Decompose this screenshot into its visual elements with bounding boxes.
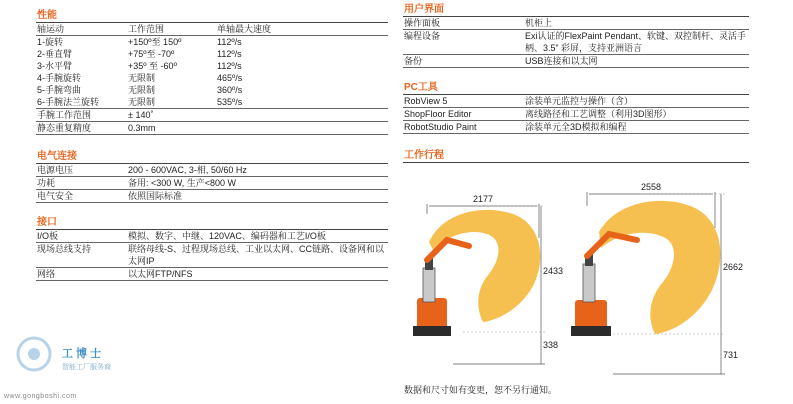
table-header-row bbox=[36, 23, 388, 36]
spec-label: 备份 bbox=[403, 55, 524, 68]
interfaces-section bbox=[36, 217, 388, 281]
table-row bbox=[36, 164, 388, 177]
performance-table bbox=[36, 23, 388, 135]
table-row bbox=[403, 108, 749, 121]
table-row bbox=[36, 243, 388, 268]
footnote: 数据和尺寸如有变更，恕不另行通知。 bbox=[404, 385, 558, 395]
col-header-range: 工作范围 bbox=[127, 23, 216, 36]
axis-label: 4-手腕旋转 bbox=[37, 73, 82, 83]
axis-range: 无限制 bbox=[128, 85, 156, 95]
robot-a bbox=[413, 240, 469, 336]
pc-tools-section bbox=[403, 82, 749, 134]
interfaces-title: 接口 bbox=[37, 217, 57, 228]
spec-value: 离线路径和工艺调整（利用3D图形） bbox=[524, 108, 749, 121]
table-row bbox=[36, 48, 388, 60]
spec-value: 涂装单元监控与操作（含） bbox=[524, 95, 749, 108]
spec-label: RobView 5 bbox=[403, 95, 524, 108]
spec-label: 功耗 bbox=[36, 177, 127, 190]
spec-value: 模拟、数字、中继、120VAC、编码器和工艺I/O板 bbox=[127, 230, 388, 243]
pc-tools-table bbox=[403, 95, 749, 134]
wrist-range-label: 手腕工作范围 bbox=[36, 109, 127, 122]
robot-b-reach-label: 2558 bbox=[640, 182, 662, 192]
spec-label: RobotStudio Paint bbox=[403, 121, 524, 134]
spec-label: 电源电压 bbox=[36, 164, 127, 177]
electrical-title: 电气连接 bbox=[37, 151, 77, 162]
table-row bbox=[36, 72, 388, 84]
axis-speed: 535º/s bbox=[216, 96, 388, 109]
axis-speed: 465º/s bbox=[217, 73, 243, 83]
user-interface-title: 用户界面 bbox=[404, 4, 444, 15]
axis-label: 5-手腕弯曲 bbox=[37, 85, 82, 95]
axis-speed: 112º/s bbox=[217, 37, 242, 47]
axis-range: 无限制 bbox=[127, 96, 216, 109]
work-range-diagram bbox=[403, 178, 749, 378]
robot-b-height-label: 2662 bbox=[723, 262, 744, 272]
spec-label: 编程设备 bbox=[403, 30, 524, 55]
repeatability-value: 0.3mm bbox=[127, 122, 388, 135]
robot-b-envelope bbox=[599, 201, 720, 334]
performance-section bbox=[36, 10, 388, 135]
spec-value: 机柜上 bbox=[524, 17, 749, 30]
table-row bbox=[403, 95, 749, 108]
right-column bbox=[403, 0, 749, 163]
axis-range: 无限制 bbox=[128, 73, 156, 83]
axis-speed: 112º/s bbox=[217, 61, 242, 71]
spec-label: 操作面板 bbox=[403, 17, 524, 30]
user-interface-section bbox=[403, 4, 749, 68]
robot-a-reach-label: 2177 bbox=[472, 194, 494, 204]
table-row bbox=[36, 177, 388, 190]
axis-range: +75º至 -70º bbox=[128, 49, 175, 59]
axis-label: 2-垂直臂 bbox=[37, 49, 73, 59]
performance-title: 性能 bbox=[37, 10, 57, 21]
axis-label: 3-水平臂 bbox=[37, 61, 73, 71]
table-row bbox=[36, 230, 388, 243]
table-row bbox=[36, 36, 388, 49]
spec-value: USB连接和以太网 bbox=[524, 55, 749, 68]
spec-label: ShopFloor Editor bbox=[403, 108, 524, 121]
repeatability-label: 静态重复精度 bbox=[36, 122, 127, 135]
spec-value: 200 - 600VAC, 3-相, 50/60 Hz bbox=[127, 164, 388, 177]
electrical-table bbox=[36, 164, 388, 203]
table-row bbox=[36, 84, 388, 96]
table-row bbox=[36, 60, 388, 72]
spec-value: 依照国际标准 bbox=[127, 190, 388, 203]
table-row bbox=[36, 122, 388, 135]
interfaces-table bbox=[36, 230, 388, 281]
spec-label: 网络 bbox=[36, 268, 127, 281]
spec-label: 现场总线支持 bbox=[36, 243, 127, 268]
work-range-title: 工作行程 bbox=[404, 150, 444, 161]
table-row bbox=[403, 121, 749, 134]
spec-value: 备用: <300 W, 生产<800 W bbox=[127, 177, 388, 190]
spec-value: 联络母线-S、过程现场总线、工业以太网、CC链路、设备网和以太网IP bbox=[127, 243, 388, 268]
axis-label: 1-旋转 bbox=[37, 37, 64, 47]
watermark-logo-icon bbox=[10, 330, 58, 383]
user-interface-table bbox=[403, 17, 749, 68]
table-row bbox=[36, 96, 388, 109]
col-header-axis: 轴运动 bbox=[36, 23, 127, 36]
work-range-section bbox=[403, 150, 749, 163]
robot-a-base-label: 338 bbox=[543, 340, 559, 350]
axis-label: 6-手腕法兰旋转 bbox=[36, 96, 127, 109]
robot-b bbox=[571, 234, 637, 336]
col-header-speed: 单轴最大速度 bbox=[216, 23, 388, 36]
axis-speed: 360º/s bbox=[217, 85, 243, 95]
pc-tools-title: PC工具 bbox=[404, 82, 438, 93]
spec-value: 涂装单元全3D模拟和编程 bbox=[524, 121, 749, 134]
robot-b-base-label: 731 bbox=[723, 350, 739, 360]
watermark-sub: 智能工厂服务商 bbox=[62, 364, 111, 371]
wrist-range-value: ± 140˚ bbox=[127, 109, 388, 122]
spec-label: I/O板 bbox=[36, 230, 127, 243]
spec-value: Exi认证的FlexPaint Pendant、软键、双控制杆、灵活手柄、3.5” 彩屏，支持亚洲语言 bbox=[524, 30, 749, 55]
spec-value: 以太网FTP/NFS bbox=[127, 268, 388, 281]
watermark-name: 工博士 bbox=[62, 348, 104, 360]
table-row bbox=[36, 109, 388, 122]
table-row bbox=[403, 30, 749, 55]
table-row bbox=[36, 190, 388, 203]
robot-a-height-label: 2433 bbox=[543, 266, 564, 276]
table-row bbox=[403, 17, 749, 30]
electrical-section bbox=[36, 151, 388, 203]
axis-range: +150º至 150º bbox=[128, 37, 182, 47]
table-row bbox=[36, 268, 388, 281]
axis-range: +35º 至 -60º bbox=[128, 61, 177, 71]
left-column bbox=[36, 0, 388, 281]
spec-label: 电气安全 bbox=[36, 190, 127, 203]
work-range-svg bbox=[403, 178, 749, 378]
axis-speed: 112º/s bbox=[217, 49, 242, 59]
watermark-url: www.gongboshi.com bbox=[4, 393, 77, 400]
table-row bbox=[403, 55, 749, 68]
